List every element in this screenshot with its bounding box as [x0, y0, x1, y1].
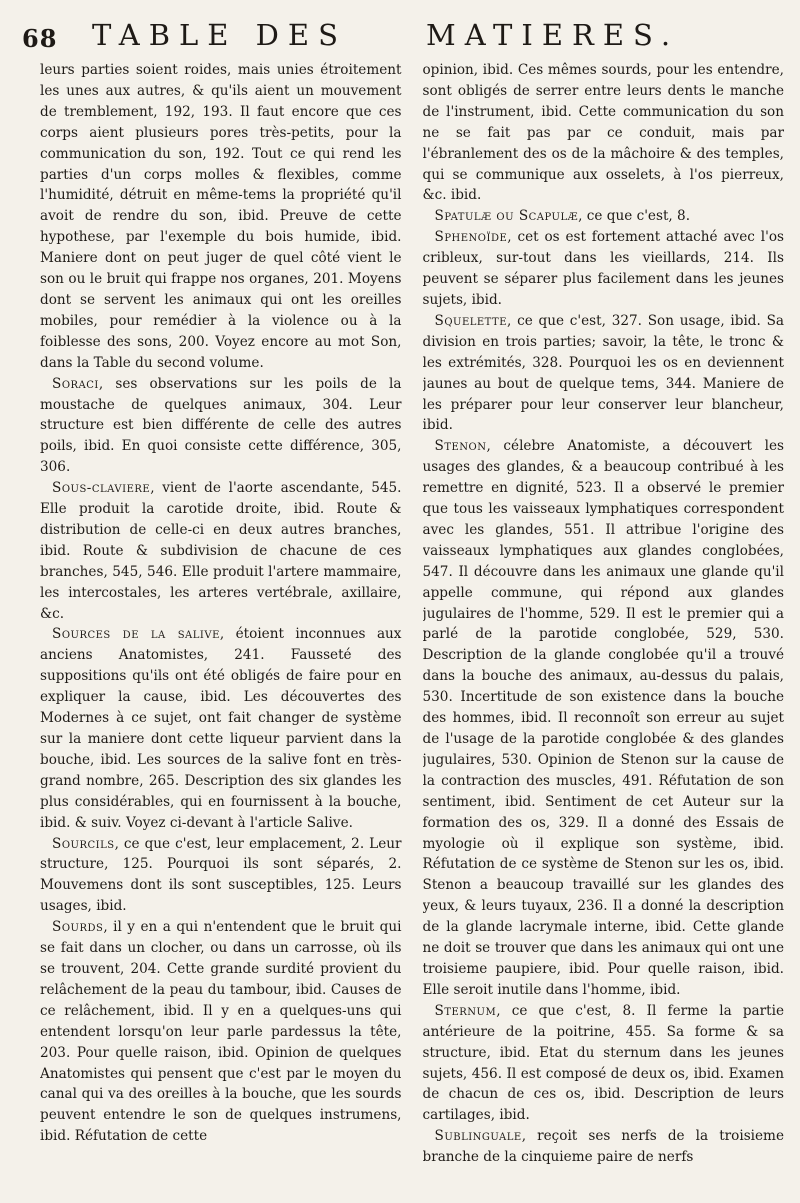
entry-text: , ce que c'est, leur emplacement, 2. Leur structure, 125. Pourquoi ils sont séparés, 2. Mouvemens dont ils sont susceptibles, 125. Leurs usages, ibid.	[40, 835, 402, 915]
entry-text: , ses observations sur les poils de la moustache de quelques animaux, 304. Leur structure est bien différente de celle des autres poils, ibid. En quoi consiste cette différence, 305, 306.	[40, 375, 402, 476]
entry-text: , ce que c'est, 8.	[578, 208, 691, 225]
index-entry	[40, 917, 402, 1147]
right-column	[423, 60, 785, 1190]
entry-headword: Sourds	[52, 919, 104, 936]
running-head-right: MATIERES.	[426, 18, 680, 52]
entry-headword: Sublinguale	[434, 1128, 522, 1145]
entry-text: , vient de l'aorte ascendante, 545. Elle produit la carotide droite, ibid. Route & distribution de celle-ci en deux autres branches, ibid. Route & subdivision de chacune de ces branches, 545, 546. Elle produit l'artere mammaire, les intercostales, les arteres vertébrale, axillaire, &c.	[40, 480, 402, 622]
entry-text: , il y en a qui n'entendent que le bruit qui se fait dans un clocher, ou dans un carrosse, où ils se trouvent, 204. Cette grande surdité provient du relâchement de la peau du tambour, ibid. Causes de ce relâchement, ibid. Il y en a quelques-uns qui entendent lorsqu'on leur parle pardessus la tête, 203. Pour quelle raison, ibid. Opinion de quelques Anatomistes qui pensent que c'est par le moyen du canal qui va des oreilles à la bouche, que les sourds peuvent entendre le son de quelques instrumens, ibid. Réfutation de cette	[40, 919, 402, 1145]
page-header	[22, 16, 782, 60]
entry-headword: Soraci	[52, 375, 99, 392]
running-head-left: TABLE DES	[92, 18, 347, 52]
entry-headword: Sphenoïde	[434, 229, 508, 246]
entry-text: , ce que c'est, 8. Il ferme la partie antérieure de la poitrine, 455. Sa forme & sa structure, ibid. Etat du sternum dans les jeunes sujets, 456. Il est composé de deux os, ibid. Examen de chacun de ces os, ibid. Description de leurs cartilages, ibid.	[422, 1002, 784, 1124]
entry-text: , étoient inconnues aux anciens Anatomistes, 241. Fausseté des suppositions qu'ils ont été obligés de faire pour en expliquer la cause, ibid. Les découvertes des Modernes à ce sujet, ont fait changer de système sur la maniere dont cette liqueur parvient dans la bouche, ibid. Les sources de la salive font en très-grand nombre, 265. Description des six glandes les plus considérables, qui en fournissent à la bouche, ibid. & suiv. Voyez ci-devant à l'article Salive.	[40, 626, 402, 831]
index-entry	[423, 311, 785, 436]
index-entry	[40, 834, 402, 918]
index-entry	[423, 227, 785, 311]
index-entry	[40, 60, 402, 374]
entry-text: , cet os est fortement attaché avec l'os cribleux, sur-tout dans les vieillards, 214. Ils peuvent se séparer plus facilement dans les jeunes sujets, ibid.	[422, 229, 784, 308]
entry-headword: Squelette	[434, 312, 508, 329]
index-entry	[423, 1001, 785, 1126]
index-columns	[40, 60, 784, 1190]
entry-headword: Sternum	[434, 1002, 497, 1019]
index-entry	[40, 624, 402, 833]
index-entry	[423, 60, 785, 206]
entry-headword: Sources de la salive	[52, 626, 220, 643]
index-entry	[40, 478, 402, 624]
entry-headword: Sous-claviere	[52, 480, 151, 497]
index-entry	[423, 206, 785, 227]
page-number: 68	[22, 24, 58, 53]
index-entry	[40, 374, 402, 479]
entry-text: , reçoit ses nerfs de la troisieme branche de la cinquieme paire de nerfs	[422, 1128, 784, 1166]
index-entry	[423, 436, 785, 1000]
index-entry	[423, 1126, 785, 1168]
entry-text: leurs parties soient roides, mais unies étroitement les unes aux autres, & qu'ils aient un mouvement de tremblement, 192, 193. Il faut encore que ces corps aient plusieurs pores très-petits, pour la communication du son, 192. Tout ce qui rend les parties d'un corps molles & flexibles, comme l'humidité, détruit en même-tems la propriété qu'il avoit de rendre du son, ibid. Preuve de cette hypothese, par l'exemple du bois humide, ibid. Maniere dont on peut juger de quel côté vient le son ou le bruit qui frappe nos organes, 201. Moyens dont se servent les animaux qui ont les oreilles mobiles, pour remédier à la violence ou à la foiblesse des sons, 200. Voyez encore au mot Son, dans la Table du second volume.	[40, 62, 402, 371]
entry-text: opinion, ibid. Ces mêmes sourds, pour les entendre, sont obligés de serrer entre leurs dents le manche de l'instrument, ibid. Cette communication du son ne se fait pas par ce conduit, mais par l'ébranlement des os de la mâchoire & des temples, qui se communique aux osselets, à l'os pierreux, &c. ibid.	[422, 62, 784, 204]
entry-headword: Spatulæ ou Scapulæ	[434, 208, 579, 225]
entry-headword: Stenon	[434, 438, 487, 455]
left-column	[40, 60, 402, 1190]
entry-text: , ce que c'est, 327. Son usage, ibid. Sa division en trois parties; savoir, la tête, le tronc & les extrémités, 328. Pourquoi les os en deviennent jaunes au bout de quelque tems, 344. Maniere de les préparer pour leur conserver leur blancheur, ibid.	[422, 312, 784, 434]
entry-text: , célebre Anatomiste, a découvert les usages des glandes, & a beaucoup contribué à les remettre en dignité, 523. Il a observé le premier que tous les vaisseaux lymphatiques correspondent avec les glandes, 551. Il attribue l'origine des vaisseaux lymphatiques aux glandes conglobées, 547. Il découvre dans les animaux une glande qu'il appelle commune, qui répond aux glandes jugulaires de l'homme, 529. Il est le premier qui a parlé de la parotide conglobée, 529, 530. Description de la glande conglobée qu'il a trouvé dans la bouche des animaux, au-dessus du palais, 530. Incertitude de son existence dans la bouche des hommes, ibid. Il reconnoît son erreur au sujet de l'usage de la parotide conglobée & des glandes jugulaires, 530. Opinion de Stenon sur la cause de la contraction des muscles, 491. Réfutation de son sentiment, ibid. Sentiment de cet Auteur sur la formation des os, 329. Il a donné des Essais de myologie où il explique son système, ibid. Réfutation de ce système de Stenon sur les os, ibid. Stenon a beaucoup travaillé sur les glandes des yeux, & leurs tuyaux, 236. Il a donné la description de la glande lacrymale interne, ibid. Cette glande ne doit se trouver que dans les animaux qui ont une troisieme paupiere, ibid. Pour quelle raison, ibid. Elle seroit inutile dans l'homme, ibid.	[422, 438, 784, 998]
entry-headword: Sourcils	[52, 835, 115, 852]
